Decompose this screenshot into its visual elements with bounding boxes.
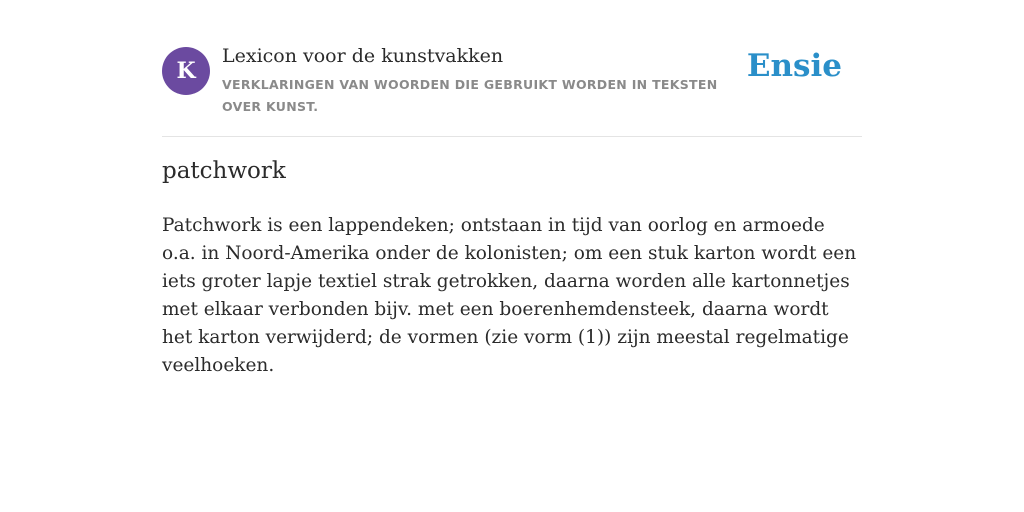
- ensie-logo-link[interactable]: Ensie: [746, 48, 842, 84]
- entry-definition: Patchwork is een lappendeken; ontstaan in tijd van oorlog en armoede o.a. in Noord-Amerika onder de kolonisten; om een stuk karton wordt een iets groter lapje textiel strak getrokken, daarna worden alle kartonnetjes met elkaar verbonden bijv. met een boerenhemdensteek, daarna wordt het karton verwijderd; de vormen (zie vorm (1)) zijn meestal regelmatige veelhoeken.: [162, 215, 857, 376]
- lexicon-avatar[interactable]: K: [162, 47, 210, 95]
- entry-term: patchwork: [162, 158, 286, 184]
- lexicon-title[interactable]: Lexicon voor de kunstvakken: [222, 45, 504, 67]
- lexicon-header: [162, 44, 862, 137]
- lexicon-subtitle: VERKLARINGEN VAN WOORDEN DIE GEBRUIKT WORDEN IN TEKSTEN OVER KUNST.: [222, 77, 718, 114]
